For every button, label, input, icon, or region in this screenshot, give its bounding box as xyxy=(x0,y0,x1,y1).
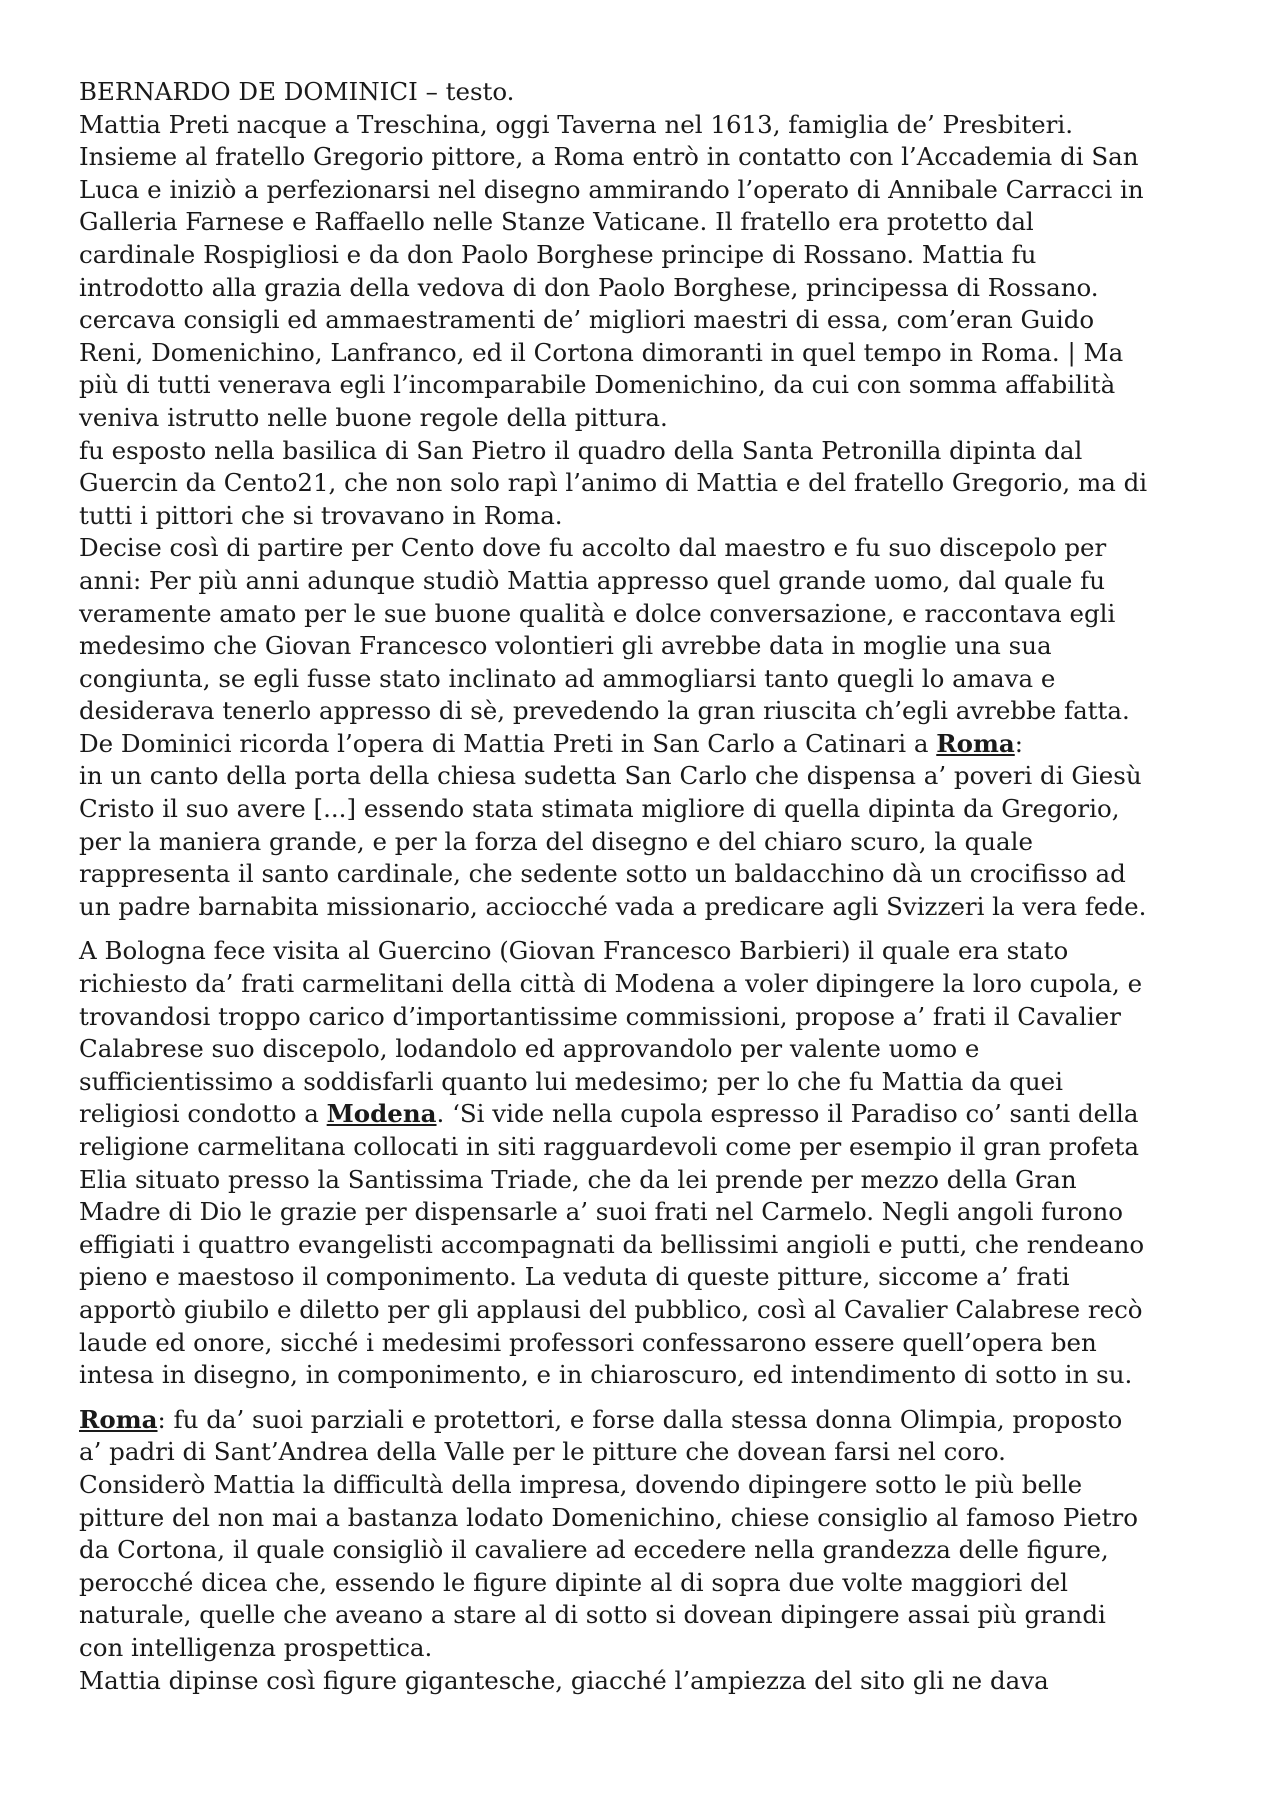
text-line: trovandosi troppo carico d’importantissime commissioni, propose a’ frati il Cavalier xyxy=(79,1001,1121,1031)
text-line: più di tutti venerava egli l’incomparabile Domenichino, da cui con somma affabilità xyxy=(79,370,1116,400)
document-page xyxy=(79,76,1219,1697)
text-line: fu esposto nella basilica di San Pietro il quadro della Santa Petronilla dipinta dal xyxy=(79,435,1083,465)
place-roma: Roma xyxy=(79,1404,158,1434)
text-line: Considerò Mattia la difficultà della impresa, dovendo dipingere sotto le più belle xyxy=(79,1469,1083,1499)
text-line: Luca e iniziò a perfezionarsi nel disegno ammirando l’operato di Annibale Carracci in xyxy=(79,174,1144,204)
text-line: Elia situato presso la Santissima Triade, che da lei prende per mezzo della Gran xyxy=(79,1164,1077,1194)
text-line: naturale, quelle che aveano a stare al di sotto si dovean dipingere assai più grandi xyxy=(79,1600,1106,1630)
text-line: Guercin da Cento21, che non solo rapì l’animo di Mattia e del fratello Gregorio, ma di xyxy=(79,468,1148,498)
text-segment: . ‘Si vide nella cupola espresso il Paradiso co’ santi della xyxy=(436,1099,1139,1129)
text-line: Decise così di partire per Cento dove fu accolto dal maestro e fu suo discepolo per xyxy=(79,533,1107,563)
text-line xyxy=(79,1404,1219,1437)
text-line: intesa in disegno, in componimento, e in chiaroscuro, ed intendimento di sotto in su. xyxy=(79,1360,1133,1390)
text-line: per la maniera grande, e per la forza del disegno e del chiaro scuro, la quale xyxy=(79,826,1033,856)
paragraph-block-1 xyxy=(79,76,1219,923)
text-line: Insieme al fratello Gregorio pittore, a Roma entrò in contatto con l’Accademia di San xyxy=(79,142,1139,172)
text-line: medesimo che Giovan Francesco volontieri gli avrebbe data in moglie una sua xyxy=(79,631,1052,661)
paragraph-gap xyxy=(79,1392,1219,1404)
text-line: desiderava tenerlo appresso di sè, prevedendo la gran riuscita ch’egli avrebbe fatta. xyxy=(79,696,1130,726)
text-line: veniva istrutto nelle buone regole della pittura. xyxy=(79,402,668,432)
place-modena: Modena xyxy=(326,1099,437,1129)
text-line: tutti i pittori che si trovavano in Roma. xyxy=(79,500,563,530)
text-segment: : xyxy=(1014,728,1024,758)
text-line: richiesto da’ frati carmelitani della città di Modena a voler dipingere la loro cupola, e xyxy=(79,969,1143,999)
text-line: cercava consigli ed ammaestramenti de’ migliori maestri di essa, com’eran Guido xyxy=(79,305,1095,335)
place-roma: Roma xyxy=(936,728,1015,758)
text-line: a’ padri di Sant’Andrea della Valle per le pitture che dovean farsi nel coro. xyxy=(79,1437,1006,1467)
text-line xyxy=(79,1098,1219,1131)
text-segment: religiosi condotto a xyxy=(79,1099,327,1129)
text-line: pieno e maestoso il componimento. La veduta di queste pitture, siccome a’ frati xyxy=(79,1262,1070,1292)
text-line: Calabrese suo discepolo, lodandolo ed approvandolo per valente uomo e xyxy=(79,1034,980,1064)
text-line: congiunta, se egli fusse stato inclinato ad ammogliarsi tanto quegli lo amava e xyxy=(79,663,1056,693)
paragraph-block-3 xyxy=(79,1404,1219,1697)
text-line: sufficientissimo a soddisfarli quanto lui medesimo; per lo che fu Mattia da quei xyxy=(79,1066,1063,1096)
text-line: con intelligenza prospettica. xyxy=(79,1632,433,1662)
text-line: Cristo il suo avere [...] essendo stata stimata migliore di quella dipinta da Gregorio, xyxy=(79,794,1120,824)
text-line: A Bologna fece visita al Guercino (Giovan Francesco Barbieri) il quale era stato xyxy=(79,936,1069,966)
paragraph-gap xyxy=(79,923,1219,935)
paragraph-block-2 xyxy=(79,935,1219,1391)
text-line: Mattia dipinse così figure gigantesche, giacché l’ampiezza del sito gli ne dava xyxy=(79,1665,1049,1695)
text-line: laude ed onore, sicché i medesimi professori confessarono essere quell’opera ben xyxy=(79,1327,1097,1357)
text-line xyxy=(79,728,1219,761)
text-line: veramente amato per le sue buone qualità e dolce conversazione, e raccontava egli xyxy=(79,598,1116,628)
text-line: perocché dicea che, essendo le figure dipinte al di sopra due volte maggiori del xyxy=(79,1567,1068,1597)
text-line: in un canto della porta della chiesa sudetta San Carlo che dispensa a’ poveri di Giesù xyxy=(79,761,1142,791)
text-line: effigiati i quattro evangelisti accompagnati da bellissimi angioli e putti, che rendeano xyxy=(79,1229,1145,1259)
text-line: Mattia Preti nacque a Treschina, oggi Taverna nel 1613, famiglia de’ Presbiteri. xyxy=(79,109,1074,139)
text-line: Madre di Dio le grazie per dispensarle a’ suoi frati nel Carmelo. Negli angoli furono xyxy=(79,1197,1123,1227)
text-line: introdotto alla grazia della vedova di don Paolo Borghese, principessa di Rossano. xyxy=(79,272,1099,302)
text-line: Reni, Domenichino, Lanfranco, ed il Cortona dimoranti in quel tempo in Roma. | Ma xyxy=(79,337,1124,367)
text-line: anni: Per più anni adunque studiò Mattia appresso quel grande uomo, dal quale fu xyxy=(79,565,1106,595)
text-line: apportò giubilo e diletto per gli applausi del pubblico, così al Cavalier Calabrese recò xyxy=(79,1294,1143,1324)
text-line: pitture del non mai a bastanza lodato Domenichino, chiese consiglio al famoso Pietro xyxy=(79,1502,1138,1532)
document-title: BERNARDO DE DOMINICI – testo. xyxy=(79,77,515,106)
text-line: rappresenta il santo cardinale, che sedente sotto un baldacchino dà un crocifisso ad xyxy=(79,859,1126,889)
text-segment: : fu da’ suoi parziali e protettori, e forse dalla stessa donna Olimpia, proposto xyxy=(157,1404,1123,1434)
text-line: un padre barnabita missionario, acciocché vada a predicare agli Svizzeri la vera fede. xyxy=(79,891,1147,921)
text-segment: De Dominici ricorda l’opera di Mattia Preti in San Carlo a Catinari a xyxy=(79,728,937,758)
text-line: cardinale Rospigliosi e da don Paolo Borghese principe di Rossano. Mattia fu xyxy=(79,239,1037,269)
text-line: religione carmelitana collocati in siti ragguardevoli come per esempio il gran profeta xyxy=(79,1132,1139,1161)
text-line: Galleria Farnese e Raffaello nelle Stanze Vaticane. Il fratello era protetto dal xyxy=(79,207,1034,237)
text-line: da Cortona, il quale consigliò il cavaliere ad eccedere nella grandezza delle figure, xyxy=(79,1535,1109,1565)
